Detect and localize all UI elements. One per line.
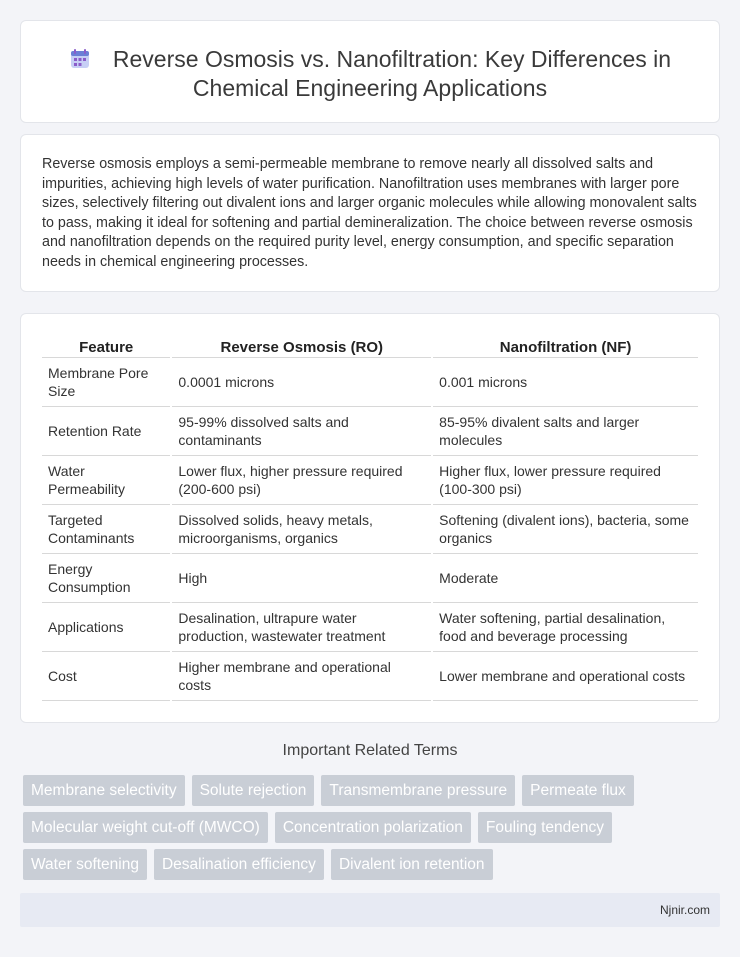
related-terms-heading: Important Related Terms [282, 742, 458, 759]
row-nf-value: 85-95% divalent salts and larger molecules [433, 407, 698, 456]
term-tag[interactable]: Desalination efficiency [154, 849, 324, 880]
term-tag[interactable]: Membrane selectivity [23, 775, 185, 806]
calendar-icon [69, 48, 91, 70]
row-ro-value: Desalination, ultrapure water production, wastewater treatment [172, 603, 431, 652]
row-nf-value: 0.001 microns [433, 358, 698, 407]
intro-card [20, 134, 720, 292]
row-ro-value: High [172, 554, 431, 603]
term-tag[interactable]: Permeate flux [522, 775, 634, 806]
title-line-1: Reverse Osmosis vs. Nanofiltration: Key Differences in [112, 46, 672, 72]
row-ro-value: Lower flux, higher pressure required (200-600 psi) [172, 456, 431, 505]
table-row [42, 652, 698, 701]
row-nf-value: Softening (divalent ions), bacteria, some organics [433, 505, 698, 554]
site-credit[interactable]: Njnir.com [659, 903, 710, 917]
row-nf-value: Moderate [433, 554, 698, 603]
row-feature: Targeted Contaminants [42, 505, 170, 554]
table-row [42, 456, 698, 505]
header-nanofiltration: Nanofiltration (NF) [433, 334, 698, 358]
comparison-card [20, 313, 720, 723]
row-ro-value: Higher membrane and operational costs [172, 652, 431, 701]
page-title [21, 45, 719, 103]
table-row [42, 358, 698, 407]
header-feature: Feature [42, 334, 170, 358]
row-feature: Applications [42, 603, 170, 652]
term-tag[interactable]: Concentration polarization [275, 812, 471, 843]
table-row [42, 603, 698, 652]
footer [20, 893, 720, 927]
row-ro-value: 0.0001 microns [172, 358, 431, 407]
row-feature: Membrane Pore Size [42, 358, 170, 407]
row-nf-value: Water softening, partial desalination, food and beverage processing [433, 603, 698, 652]
row-nf-value: Higher flux, lower pressure required (100-300 psi) [433, 456, 698, 505]
intro-paragraph: Reverse osmosis employs a semi-permeable membrane to remove nearly all dissolved salts and impurities, achieving high levels of water purification. Nanofiltration uses membranes with larger pore sizes, selectively filtering out divalent ions and larger organic molecules while allowing monovalent salts to pass, making it ideal for softening and partial demineralization. The choice between reverse osmosis and nanofiltration depends on the required purity level, energy consumption, and specific separation needs in chemical engineering processes. [42, 156, 697, 270]
header-reverse-osmosis: Reverse Osmosis (RO) [172, 334, 431, 358]
row-nf-value: Lower membrane and operational costs [433, 652, 698, 701]
comparison-table [42, 334, 698, 701]
table-row [42, 554, 698, 603]
row-ro-value: 95-99% dissolved salts and contaminants [172, 407, 431, 456]
term-tag[interactable]: Water softening [23, 849, 147, 880]
related-terms-list [23, 775, 713, 886]
term-tag[interactable]: Solute rejection [192, 775, 315, 806]
table-header-row [42, 334, 698, 358]
row-feature: Water Permeability [42, 456, 170, 505]
row-feature: Cost [42, 652, 170, 701]
row-feature: Energy Consumption [42, 554, 170, 603]
title-line-2: Chemical Engineering Applications [192, 75, 548, 101]
term-tag[interactable]: Transmembrane pressure [321, 775, 515, 806]
title-card [20, 20, 720, 123]
row-ro-value: Dissolved solids, heavy metals, microorganisms, organics [172, 505, 431, 554]
term-tag[interactable]: Fouling tendency [478, 812, 612, 843]
table-row [42, 407, 698, 456]
table-row [42, 505, 698, 554]
term-tag[interactable]: Divalent ion retention [331, 849, 493, 880]
row-feature: Retention Rate [42, 407, 170, 456]
term-tag[interactable]: Molecular weight cut-off (MWCO) [23, 812, 268, 843]
